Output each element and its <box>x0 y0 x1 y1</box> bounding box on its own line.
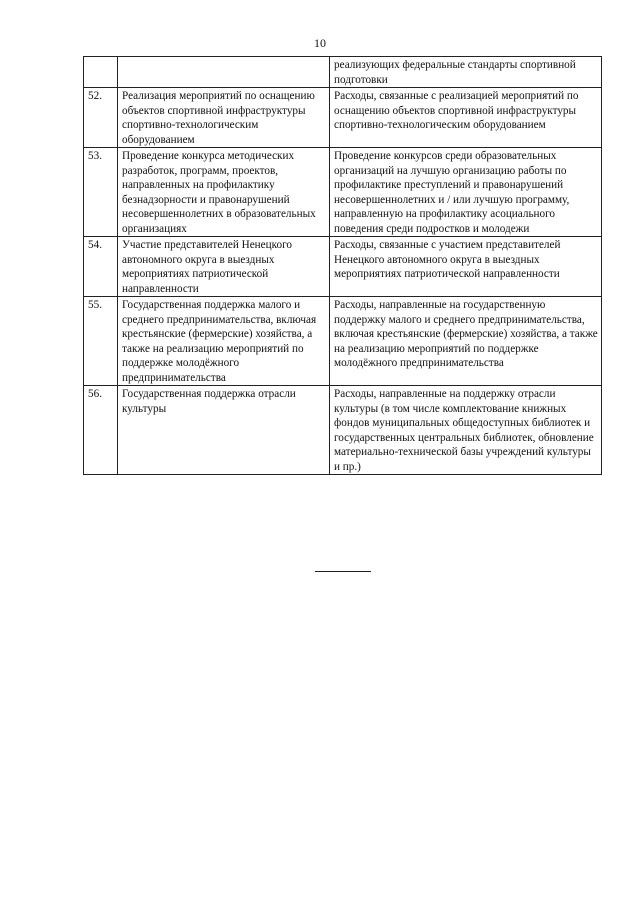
row-name: Реализация мероприятий по оснащению объектов спортивной инфраструктуры спортивно-технологическим оборудованием <box>118 88 330 148</box>
row-number: 53. <box>84 148 118 237</box>
row-description: Расходы, направленные на поддержку отрасли культуры (в том числе комплектование книжных фондов муниципальных общедоступных библиотек и государственных центральных библиотек, обновление материально-технической базы учреждений культуры и пр.) <box>330 386 602 475</box>
row-number: 54. <box>84 237 118 297</box>
page-number: 10 <box>314 36 326 50</box>
row-description: Расходы, направленные на государственную поддержку малого и среднего предпринимательства, включая крестьянские (фермерские) хозяйства, а также на реализацию мероприятий по поддержке молодёжного предпринимательства <box>330 297 602 386</box>
row-number: 52. <box>84 88 118 148</box>
row-description: Проведение конкурсов среди образовательных организаций на лучшую организацию работы по профилактике преступлений и правонарушений несовершеннолетних и / или лучшую программу, направленную на профилактику асоциального поведения среди подростков и молодежи <box>330 148 602 237</box>
table-row <box>84 148 602 237</box>
row-number: 56. <box>84 386 118 475</box>
row-number <box>84 57 118 88</box>
table-row <box>84 88 602 148</box>
row-name <box>118 57 330 88</box>
row-name: Участие представителей Ненецкого автономного округа в выездных мероприятиях патриотической направленности <box>118 237 330 297</box>
row-name: Государственная поддержка малого и среднего предпринимательства, включая крестьянские (фермерские) хозяйства, а также на реализацию мероприятий по поддержке молодёжного предпринимательства <box>118 297 330 386</box>
row-name: Проведение конкурса методических разработок, программ, проектов, направленных на профилактику безнадзорности и правонарушений несовершеннолетних в образовательных организациях <box>118 148 330 237</box>
row-description: Расходы, связанные с участием представителей Ненецкого автономного округа в выездных мероприятиях патриотической направленности <box>330 237 602 297</box>
table-row <box>84 386 602 475</box>
closing-divider <box>315 571 371 572</box>
table-row <box>84 297 602 386</box>
row-number: 55. <box>84 297 118 386</box>
table-row <box>84 57 602 88</box>
table-row <box>84 237 602 297</box>
row-name: Государственная поддержка отрасли культуры <box>118 386 330 475</box>
expenses-table <box>83 56 602 475</box>
row-description: Расходы, связанные с реализацией мероприятий по оснащению объектов спортивной инфраструктуры спортивно-технологическим оборудованием <box>330 88 602 148</box>
row-description: реализующих федеральные стандарты спортивной подготовки <box>330 57 602 88</box>
